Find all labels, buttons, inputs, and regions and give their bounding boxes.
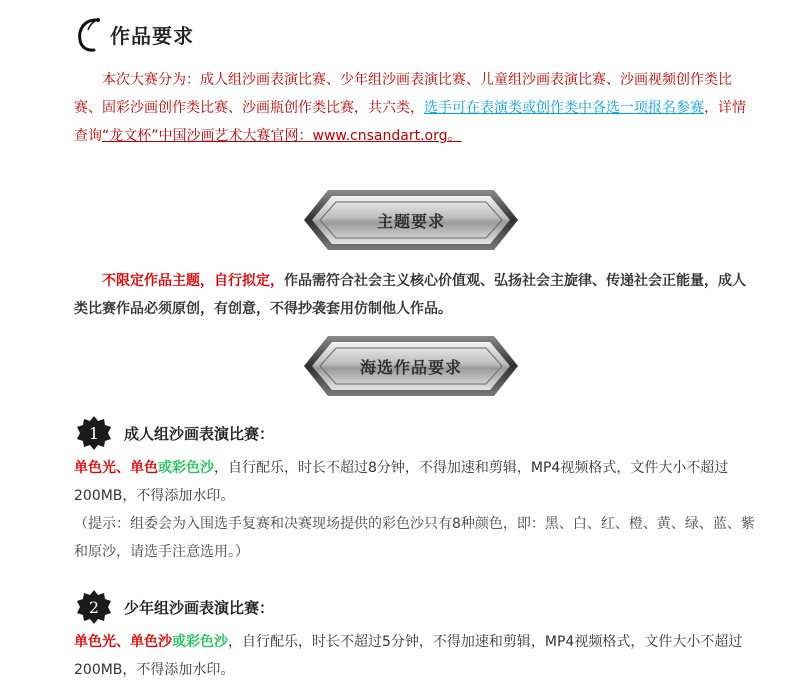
theme-text: 作品需符合社会主义核心价值观、弘扬社会主旋律、传递社会正能量，成人类比赛作品必须原创，有创意，不得抄袭套用仿制他人作品。 — [74, 273, 746, 317]
theme-paragraph — [74, 267, 754, 323]
youth-rules — [74, 628, 764, 684]
number-badge-icon — [76, 415, 112, 451]
section-title: 少年组沙画表演比赛： — [124, 598, 275, 617]
section-number: 2 — [88, 598, 100, 617]
badge-label: 海选作品要求 — [359, 357, 462, 377]
website-link[interactable]: www.cnsandart.org。 — [312, 128, 462, 144]
section-number: 1 — [88, 424, 100, 443]
rule-red: 单色光、单色 — [74, 460, 158, 476]
cup-name: “龙文杯” — [102, 128, 159, 144]
rule-green: 或彩色沙 — [172, 634, 228, 650]
rule-red: 单色光、单色沙 — [74, 634, 172, 650]
rule-green: 或彩色沙 — [158, 460, 214, 476]
number-badge-icon — [76, 589, 112, 625]
intro-text-2: ，详情查询 — [74, 100, 746, 144]
swirl-icon — [74, 14, 108, 54]
adult-rules — [74, 454, 764, 510]
section-youth — [76, 587, 274, 627]
registration-link[interactable]: 选手可在表演类或创作类中各选一项报名参赛 — [424, 100, 704, 116]
section-title: 成人组沙画表演比赛： — [124, 424, 275, 443]
rule-text: ，自行配乐，时长不超过8分钟，不得加速和剪辑，MP4视频格式，文件大小不超过200MB，不得添加水印。 — [74, 460, 729, 504]
theme-highlight: 不限定作品主题，自行拟定， — [102, 273, 284, 289]
audition-badge — [302, 334, 520, 398]
intro-text-3: 中国沙画艺术大赛官网： — [158, 128, 313, 144]
page-title: 作品要求 — [110, 23, 194, 48]
rule-text: ，自行配乐，时长不超过5分钟，不得加速和剪辑，MP4视频格式，文件大小不超过200MB，不得添加水印。 — [74, 634, 743, 678]
theme-badge — [302, 188, 520, 252]
section-adult — [76, 413, 274, 453]
adult-tip: （提示：组委会为入围选手复赛和决赛现场提供的彩色沙只有8种颜色，即：黑、白、红、橙、黄、绿、蓝、紫和原沙，请选手注意选用。） — [74, 516, 755, 560]
badge-label: 主题要求 — [376, 211, 445, 231]
section-header — [74, 12, 194, 56]
intro-paragraph — [74, 66, 754, 150]
intro-text: 本次大赛分为：成人组沙画表演比赛、少年组沙画表演比赛、儿童组沙画表演比赛、沙画视频创作类比赛、固彩沙画创作类比赛、沙画瓶创作类比赛，共六类， — [74, 72, 732, 116]
